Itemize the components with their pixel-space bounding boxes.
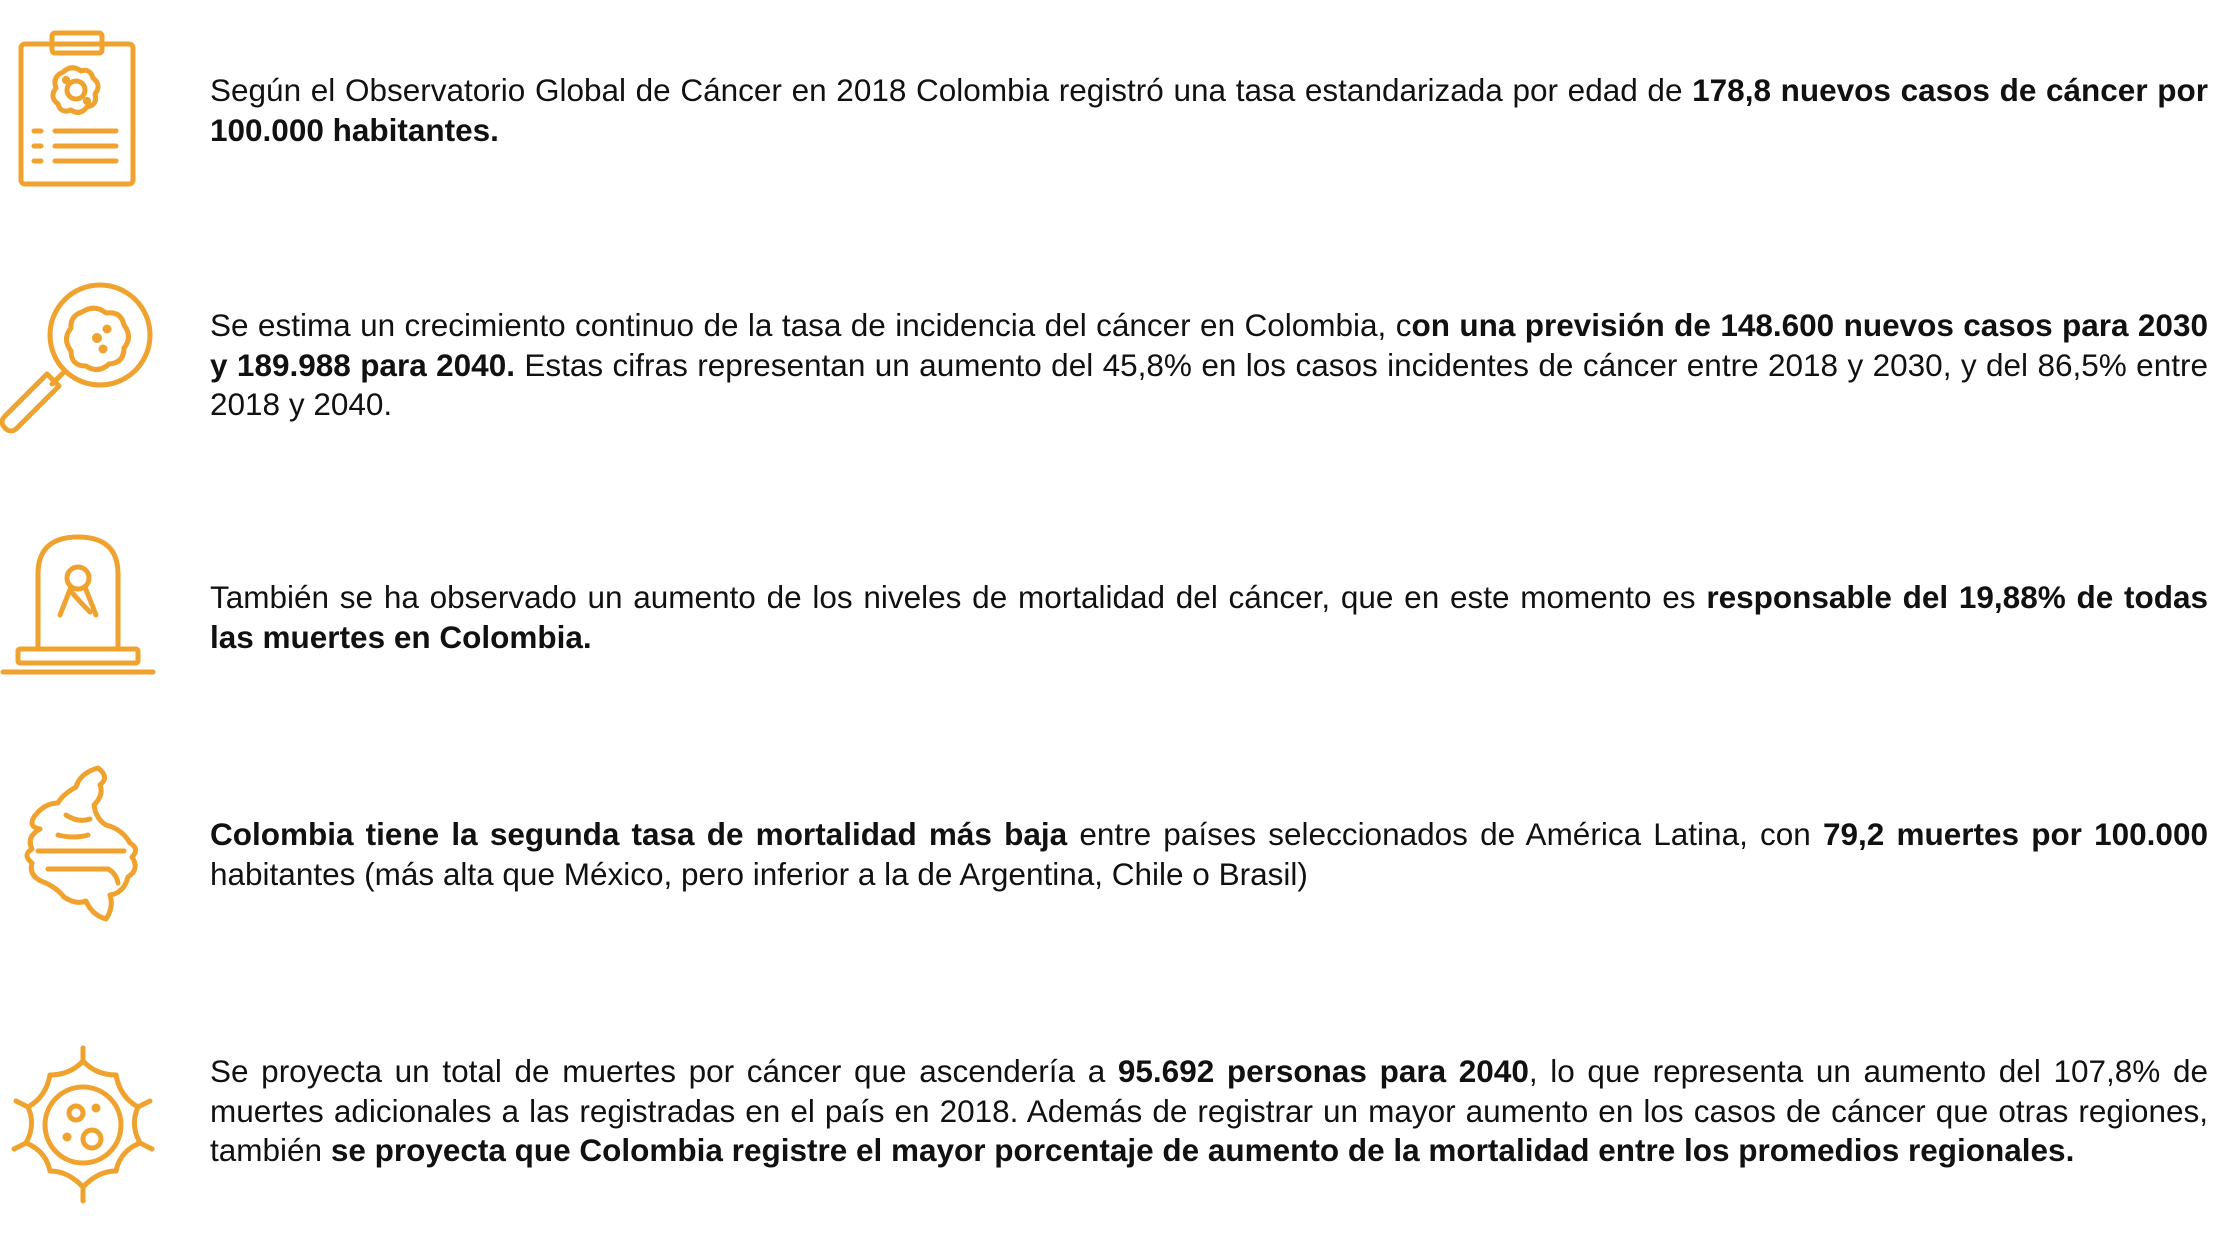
text-run-bold: responsable del 19,88% de todas las muertes en Colombia.: [210, 579, 2208, 655]
text-run-bold: 178,8 nuevos casos de cáncer por 100.000 habitantes.: [210, 72, 2208, 148]
text-run: entre países seleccionados de América Latina, con: [1067, 816, 1823, 852]
text-run: Se proyecta un total de muertes por cáncer que ascendería a: [210, 1053, 1118, 1089]
text-run: Estas cifras representan un aumento del 45,8% en los casos incidentes de cáncer entre 2018 y 2030, y del 86,5% entre 2018 y 2040.: [210, 346, 2208, 422]
fact-text-mortality-projection: [210, 1052, 2208, 1171]
text-run: habitantes (más alta que México, pero inferior a la de Argentina, Chile o Brasil): [210, 855, 1308, 892]
text-run: Se estima un crecimiento continuo de la tasa de incidencia del cáncer en Colombia, c: [210, 307, 1412, 343]
clipboard-cell-icon: [18, 30, 138, 190]
text-run-bold: Colombia tiene la segunda tasa de mortalidad más baja: [210, 816, 1068, 852]
magnifier-cell-icon: [0, 280, 160, 440]
fact-text-mortality-share: [210, 578, 2208, 657]
text-run-bold: 79,2 muertes por 100.000: [1822, 816, 2208, 852]
cancer-cell-icon: [8, 1045, 158, 1205]
fact-text-incidence-forecast: [210, 306, 2208, 425]
text-run: , lo que representa un aumento del 107,8% de muertes adicionales a las registradas en el país en 2018. Además de registrar un mayor aumento en los casos de cáncer que otras regiones, también: [210, 1053, 2208, 1168]
text-run-bold: se proyecta que Colombia registre el mayor porcentaje de aumento de la mortalidad entre los promedios regionales.: [330, 1132, 2075, 1168]
text-run: También se ha observado un aumento de los niveles de mortalidad del cáncer, que en este momento es: [210, 579, 1707, 615]
text-run-bold: 95.692 personas para 2040: [1117, 1053, 1529, 1089]
colombia-map-icon: [18, 765, 148, 925]
text-run: Según el Observatorio Global de Cáncer en 2018 Colombia registró una tasa estandarizada por edad de: [210, 72, 1693, 108]
fact-text-latam-comparison: [210, 815, 2208, 894]
tombstone-ribbon-icon: [0, 534, 160, 674]
text-run-bold: on una previsión de 148.600 nuevos casos para 2030 y 189.988 para 2040.: [210, 307, 2208, 383]
fact-text-incidence-rate: [210, 71, 2208, 150]
